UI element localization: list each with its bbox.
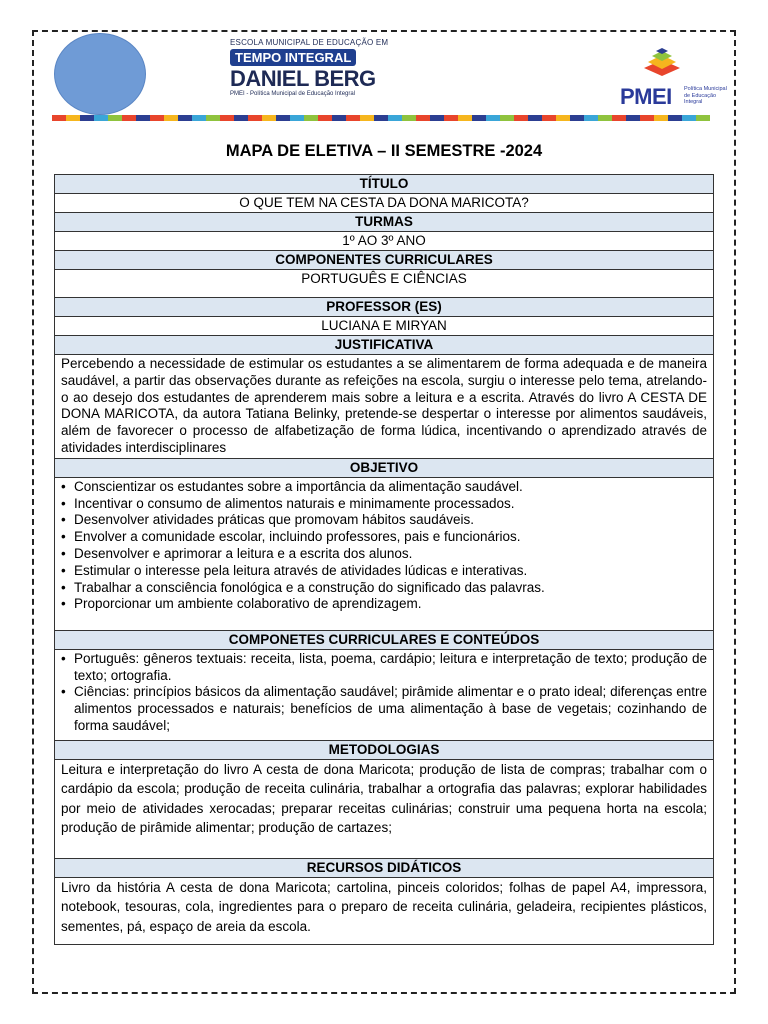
list-item: • Trabalhar a consciência fonológica e a construção do significado das palavras. — [61, 580, 707, 597]
eletiva-table — [54, 174, 714, 945]
list-item: • Português: gêneros textuais: receita, lista, poema, cardápio; leitura e interpretação de texto; produção de texto; ortografia. — [61, 651, 707, 685]
turmas-value: 1º AO 3º ANO — [55, 232, 714, 251]
professor-header: PROFESSOR (ES) — [55, 298, 714, 317]
pmei-logo — [618, 46, 728, 112]
document-title: MAPA DE ELETIVA – II SEMESTRE -2024 — [225, 142, 543, 160]
list-item: • Proporcionar um ambiente colaborativo de aprendizagem. — [61, 596, 707, 613]
list-item: • Conscientizar os estudantes sobre a importância da alimentação saudável. — [61, 479, 707, 496]
pmei-full-name: Política Municipal de Educação Integral — [684, 86, 727, 105]
turmas-header: TURMAS — [55, 213, 714, 232]
list-item: • Desenvolver e aprimorar a leitura e a escrita dos alunos. — [61, 546, 707, 563]
metodologias-value: Leitura e interpretação do livro A cesta de dona Maricota; produção de lista de compras; trabalhar com o cardápio da escola; produção de receita culinária, trabalhar a ortografia das palavras; explorar habilidades por meio de atividades xerocadas; preparar receitas culinárias; construir uma pequena horta na escola; produção de pirâmide alimentar; produção de cartazes; — [55, 759, 714, 858]
pmei-acronym: PMEI — [620, 84, 672, 109]
professor-value: LUCIANA E MIRYAN — [55, 317, 714, 336]
list-item: • Incentivar o consumo de alimentos naturais e minimamente processados. — [61, 496, 707, 513]
metodologias-header: METODOLOGIAS — [55, 740, 714, 759]
list-item: • Estimular o interesse pela leitura através de atividades lúdicas e interativas. — [61, 563, 707, 580]
objetivo-list-cell — [55, 477, 714, 630]
justificativa-header: JUSTIFICATIVA — [55, 336, 714, 355]
circle-logo — [54, 33, 146, 115]
conteudos-list-cell — [55, 649, 714, 740]
school-name: DANIEL BERG — [230, 66, 376, 91]
list-item: • Envolver a comunidade escolar, incluindo professores, pais e funcionários. — [61, 529, 707, 546]
justificativa-value: Percebendo a necessidade de estimular os estudantes a se alimentarem de forma adequada e de maneira saudável, a partir das observações durante as refeições na escola, surgiu o interesse pelo tema, atrelando-o ao desejo dos estudantes de aprenderem mais sobre a leitura e a escrita. Através do livro A CESTA DE DONA MARICOTA, da autora Tatiana Belinky, pretende-se despertar o interesse por alimentos saudáveis, além de favorecer o processo de alfabetização de forma lúdica, incentivando o aprendizado através de atividades interdisciplinares — [55, 355, 714, 459]
conteudos-header: COMPONETES CURRICULARES E CONTEÚDOS — [55, 630, 714, 649]
componentes-value: PORTUGUÊS E CIÊNCIAS — [55, 270, 714, 298]
recursos-value: Livro da história A cesta de dona Maricota; cartolina, pinceis coloridos; folhas de papel A4, impressora, notebook, tesouras, cola, ingredientes para o preparo de receita culinária, geladeira, recipientes plásticos, sementes, pá, espaço de areia da escola. — [55, 877, 714, 944]
titulo-header: TÍTULO — [55, 175, 714, 194]
list-item: • Ciências: princípios básicos da alimentação saudável; pirâmide alimentar e o prato ideal; diferenças entre alimentos processados e naturais; benefícios de uma alimentação à base de vegetais; cozinhando de forma saudável; — [61, 684, 707, 734]
color-stripe — [52, 115, 710, 121]
school-subtitle: PMEI - Política Municipal de Educação Integral — [230, 91, 356, 97]
conteudos-list — [61, 651, 707, 735]
list-item: • Desenvolver atividades práticas que promovam hábitos saudáveis. — [61, 512, 707, 529]
objetivo-list — [61, 479, 707, 613]
titulo-value: O QUE TEM NA CESTA DA DONA MARICOTA? — [55, 194, 714, 213]
school-program: TEMPO INTEGRAL — [230, 49, 356, 66]
objetivo-header: OBJETIVO — [55, 458, 714, 477]
recursos-header: RECURSOS DIDÁTICOS — [55, 858, 714, 877]
school-logo — [230, 38, 389, 104]
school-top-line: ESCOLA MUNICIPAL DE EDUCAÇÃO EM — [230, 38, 389, 47]
componentes-header: COMPONENTES CURRICULARES — [55, 251, 714, 270]
pmei-emblem-icon — [640, 46, 684, 80]
